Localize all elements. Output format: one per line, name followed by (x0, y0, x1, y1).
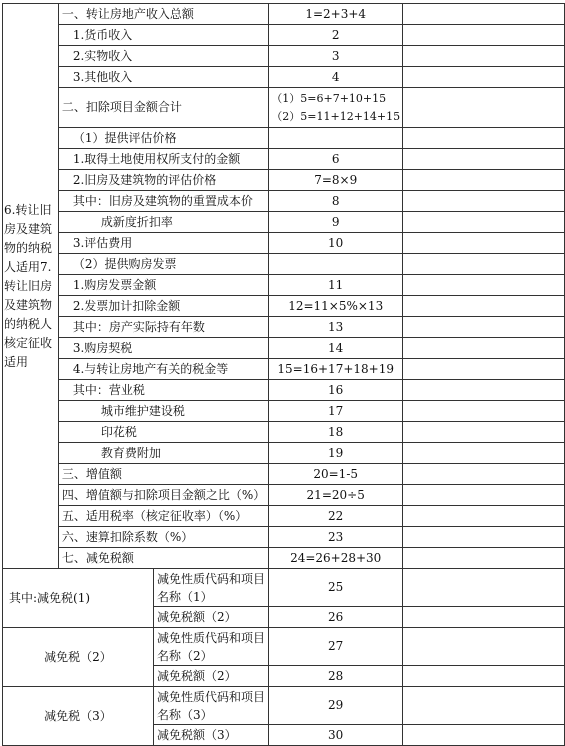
table-row (3, 128, 565, 149)
table-row (3, 149, 565, 170)
table-row (3, 628, 565, 666)
row-number: 7=8×9 (269, 170, 403, 191)
row-number: 1=2+3+4 (269, 4, 403, 25)
amount-cell[interactable] (403, 170, 565, 191)
reduction-amount-label: 减免税额（3） (153, 725, 268, 746)
row-label: 4.与转让房地产有关的税金等 (58, 359, 268, 380)
applicable-taxpayer-label: 6.转让旧房及建筑物的纳税人适用7.转让旧房及建筑物的纳税人核定征收适用 (3, 4, 59, 569)
table-row (3, 233, 565, 254)
amount-cell[interactable] (403, 191, 565, 212)
table-row (3, 317, 565, 338)
row-number: 26 (269, 607, 403, 628)
amount-cell[interactable] (403, 443, 565, 464)
row-label: 3.其他收入 (58, 67, 268, 88)
table-row (3, 422, 565, 443)
row-number: 14 (269, 338, 403, 359)
amount-cell[interactable] (403, 380, 565, 401)
row-number: 18 (269, 422, 403, 443)
row-label: 3.购房契税 (58, 338, 268, 359)
row-number: 8 (269, 191, 403, 212)
row-number: 24=26+28+30 (269, 548, 403, 569)
row-label: 一、转让房地产收入总额 (58, 4, 268, 25)
amount-cell[interactable] (403, 88, 565, 128)
reduction-code-label: 减免性质代码和项目名称（1） (153, 569, 268, 607)
reduction-code-label: 减免性质代码和项目名称（3） (153, 687, 268, 725)
row-label: 2.旧房及建筑物的评估价格 (58, 170, 268, 191)
table-row (3, 212, 565, 233)
row-number (269, 128, 403, 149)
amount-cell[interactable] (403, 212, 565, 233)
row-number: 10 (269, 233, 403, 254)
row-label: 1.取得土地使用权所支付的金额 (58, 149, 268, 170)
table-row (3, 88, 565, 128)
amount-cell[interactable] (403, 4, 565, 25)
row-number: 25 (269, 569, 403, 607)
table-row (3, 443, 565, 464)
table-row (3, 275, 565, 296)
reduction-group-label: 减免税（2） (3, 628, 154, 687)
amount-cell[interactable] (403, 275, 565, 296)
row-label: （1）提供评估价格 (58, 128, 268, 149)
row-label: 1.购房发票金额 (58, 275, 268, 296)
row-label: 印花税 (58, 422, 268, 443)
table-row (3, 464, 565, 485)
row-label: 2.实物收入 (58, 46, 268, 67)
row-label: 2.发票加计扣除金额 (58, 296, 268, 317)
row-label: 六、速算扣除系数（%） (58, 527, 268, 548)
table-row (3, 191, 565, 212)
row-number: 4 (269, 67, 403, 88)
table-row (3, 401, 565, 422)
amount-cell[interactable] (403, 338, 565, 359)
land-vat-declaration-table (2, 3, 565, 746)
amount-cell[interactable] (403, 128, 565, 149)
row-label: 1.货币收入 (58, 25, 268, 46)
row-label: 教育费附加 (58, 443, 268, 464)
amount-cell[interactable] (403, 725, 565, 746)
amount-cell[interactable] (403, 149, 565, 170)
reduction-group-label: 其中:减免税(1) (3, 569, 154, 628)
row-number: 19 (269, 443, 403, 464)
table-row (3, 254, 565, 275)
amount-cell[interactable] (403, 666, 565, 687)
row-number: 21=20÷5 (269, 485, 403, 506)
row-number: 15=16+17+18+19 (269, 359, 403, 380)
reduction-amount-label: 减免税额（2） (153, 607, 268, 628)
row-number: 23 (269, 527, 403, 548)
row-number: 17 (269, 401, 403, 422)
row-number: 22 (269, 506, 403, 527)
amount-cell[interactable] (403, 67, 565, 88)
row-label: 其中：旧房及建筑物的重置成本价 (58, 191, 268, 212)
row-label: 七、减免税额 (58, 548, 268, 569)
formula-option-2: （2）5=11+12+14+15 (271, 109, 401, 123)
reduction-amount-label: 减免税额（2） (153, 666, 268, 687)
row-label: 二、扣除项目金额合计 (58, 88, 268, 128)
row-number: 29 (269, 687, 403, 725)
amount-cell[interactable] (403, 628, 565, 666)
amount-cell[interactable] (403, 422, 565, 443)
row-number: 16 (269, 380, 403, 401)
amount-cell[interactable] (403, 607, 565, 628)
row-number: 6 (269, 149, 403, 170)
row-number: 20=1-5 (269, 464, 403, 485)
table-row (3, 569, 565, 607)
table-row (3, 25, 565, 46)
amount-cell[interactable] (403, 527, 565, 548)
amount-cell[interactable] (403, 25, 565, 46)
row-number: 28 (269, 666, 403, 687)
row-label: （2）提供购房发票 (58, 254, 268, 275)
table-row (3, 170, 565, 191)
row-label: 三、增值额 (58, 464, 268, 485)
row-label: 其中：营业税 (58, 380, 268, 401)
reduction-code-label: 减免性质代码和项目名称（2） (153, 628, 268, 666)
row-label: 成新度折扣率 (58, 212, 268, 233)
row-number (269, 254, 403, 275)
amount-cell[interactable] (403, 233, 565, 254)
amount-cell[interactable] (403, 317, 565, 338)
amount-cell[interactable] (403, 296, 565, 317)
row-number: 13 (269, 317, 403, 338)
row-number: 2 (269, 25, 403, 46)
row-label: 3.评估费用 (58, 233, 268, 254)
amount-cell[interactable] (403, 254, 565, 275)
row-number: 30 (269, 725, 403, 746)
row-label: 城市维护建设税 (58, 401, 268, 422)
row-number: 11 (269, 275, 403, 296)
table-row (3, 296, 565, 317)
row-label: 其中：房产实际持有年数 (58, 317, 268, 338)
row-label: 五、适用税率（核定征收率）（%） (58, 506, 268, 527)
table-row (3, 485, 565, 506)
table-row (3, 359, 565, 380)
table-row (3, 380, 565, 401)
amount-cell[interactable] (403, 401, 565, 422)
reduction-group-label: 减免税（3） (3, 687, 154, 746)
table-row (3, 338, 565, 359)
amount-cell[interactable] (403, 569, 565, 607)
row-number: 3 (269, 46, 403, 67)
formula-option-1: （1）5=6+7+10+15 (271, 91, 387, 105)
row-number (269, 88, 403, 128)
row-label: 四、增值额与扣除项目金额之比（%） (58, 485, 268, 506)
amount-cell[interactable] (403, 485, 565, 506)
table-row (3, 506, 565, 527)
amount-cell[interactable] (403, 548, 565, 569)
table-row (3, 527, 565, 548)
table-row (3, 4, 565, 25)
table-row (3, 548, 565, 569)
row-number: 9 (269, 212, 403, 233)
table-row (3, 687, 565, 725)
table-row (3, 46, 565, 67)
row-number: 27 (269, 628, 403, 666)
table-row (3, 67, 565, 88)
amount-cell[interactable] (403, 506, 565, 527)
amount-cell[interactable] (403, 464, 565, 485)
row-number: 12=11×5%×13 (269, 296, 403, 317)
amount-cell[interactable] (403, 687, 565, 725)
amount-cell[interactable] (403, 46, 565, 67)
amount-cell[interactable] (403, 359, 565, 380)
